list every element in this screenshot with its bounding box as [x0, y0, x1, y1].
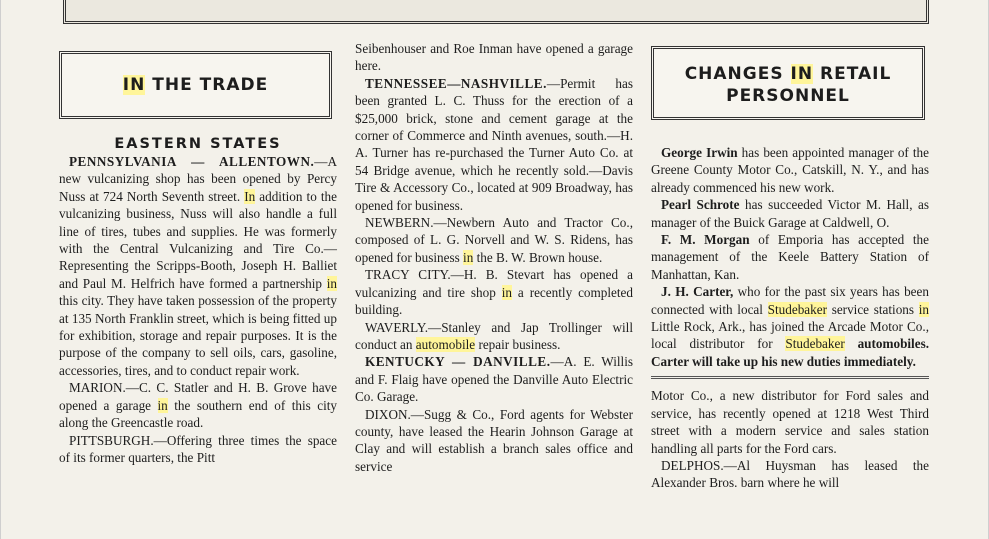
in-the-trade-heading: IN THE TRADE — [59, 51, 332, 119]
fm-morgan-paragraph: F. M. Morgan of Emporia has accepted the management of the Keele Battery Station of Manhattan, Kan. — [651, 232, 929, 282]
dixon-paragraph: DIXON.—Sugg & Co., Ford agents for Webster county, have leased the Hearin Johnson Garage at Clay and will establish a branch sales office and service — [355, 406, 633, 474]
middle-column — [355, 40, 633, 475]
ford-distributor-paragraph: Motor Co., a new distributor for Ford sales and service, has recently opened at 1218 West Third street with a modern service and sales station handling all parts for the Ford cars. — [651, 388, 929, 456]
seibenhouser-paragraph: Seibenhouser and Roe Inman have opened a garage here. — [355, 41, 633, 74]
left-column — [59, 40, 337, 466]
danville-paragraph: KENTUCKY — DANVILLE.—A. E. Willis and F. Flaig have opened the Danville Auto Electric Co. Garage. — [355, 354, 634, 405]
tracy-city-paragraph: TRACY CITY.—H. B. Stevart has opened a vulcanizing and tire shop in a recently completed building. — [355, 267, 634, 318]
marion-paragraph: MARION.—C. C. Statler and H. B. Grove have opened a garage in the southern end of this city along the Greencastle road. — [59, 380, 337, 431]
allentown-paragraph: PENNSYLVANIA — ALLENTOWN.—A new vulcanizing shop has been opened by Percy Nuss at 724 North Seventh street. In addition to the vulcanizing business, Nuss will also handle a full line of tires, tubes and supplies. He was formerly with the Central Vulcanizing and Tire Co.—Representing the Scripps-Booth, Joseph H. Balliet and Paul M. Helfrich have formed a partnership in this city. They have taken possession of the property at 135 North Franklin street, which is being fitted up for exhibition, storage and repair purposes. It is the purpose of the company to sell oils, cars, gasoline, accessories, tires, and to conduct repair work. — [59, 154, 337, 378]
pearl-schrote-paragraph: Pearl Schrote has succeeded Victor M. Hall, as manager of the Buick Garage at Caldwell, O. — [651, 197, 929, 230]
newbern-paragraph: NEWBERN.—Newbern Auto and Tractor Co., composed of L. G. Norvell and W. S. Ridens, has opened for business in the B. W. Brown house. — [355, 215, 633, 265]
changes-in-retail-personnel-heading — [651, 46, 925, 120]
top-banner-frame — [63, 0, 929, 24]
nashville-paragraph: TENNESSEE—NASHVILLE.—Permit has been granted L. C. Thuss for the erection of a $25,000 brick, stone and cement garage at the corner of Commerce and Ninth avenues, south.—H. A. Turner has re-purchased the Turner Auto Co. at 54 Bridge avenue, which he recently sold.—Davis Tire & Accessory Co., located at 909 Broadway, has opened for business. — [355, 75, 633, 213]
heading-line-1: CHANGES IN RETAIL — [684, 64, 892, 84]
eastern-states-subheading: EASTERN STATES — [114, 136, 282, 152]
right-column — [651, 40, 929, 492]
george-irwin-paragraph: George Irwin has been appointed manager of the Greene County Motor Co., Catskill, N. Y., and has already commenced his new work. — [651, 145, 930, 195]
delphos-paragraph: DELPHOS.—Al Huysman has leased the Alexander Bros. barn where he will — [651, 457, 929, 491]
waverly-paragraph: WAVERLY.—Stanley and Jap Trollinger will conduct an automobile repair business. — [355, 319, 633, 352]
jh-carter-paragraph: J. H. Carter, who for the past six years has been connected with local Studebaker service stations in Little Rock, Ark., has joined the Arcade Motor Co., local distributor for Studebaker automobiles. Carter will take up his new duties immediately. — [651, 284, 930, 369]
pittsburgh-paragraph: PITTSBURGH.—Offering three times the space of its former quarters, the Pitt — [59, 432, 337, 465]
heading-line-2: PERSONNEL — [726, 86, 850, 106]
section-divider — [651, 376, 929, 379]
